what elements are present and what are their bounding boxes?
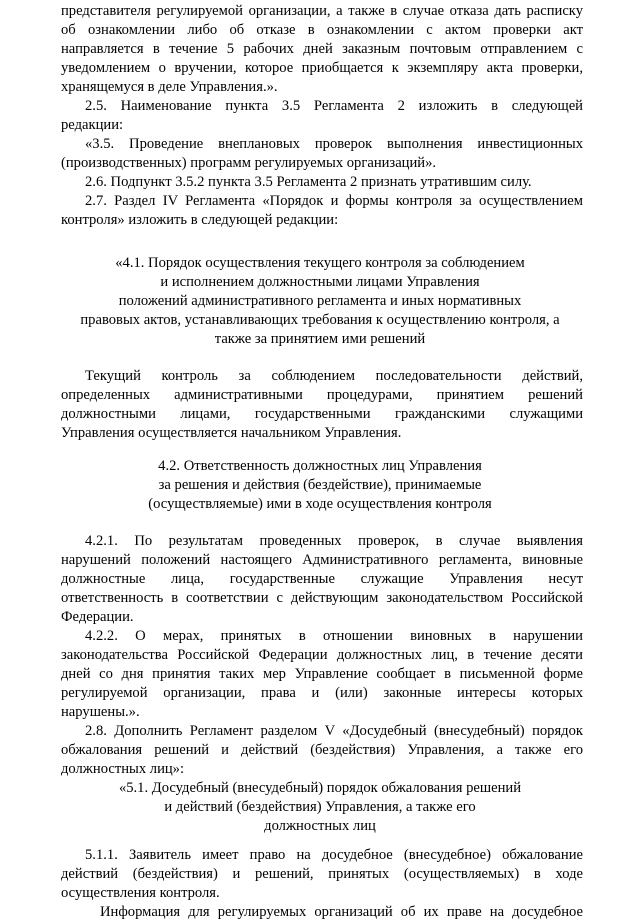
text-line: должностных лиц»: [61,761,185,777]
text-line: контроля» изложить в следующей редакции: [61,212,339,228]
text-line: представителя регулируемой организации, а также в случае отказа дать расписку [61,3,583,19]
text-line: нарушены.». [61,704,140,720]
text-line: должностные лица, государственные служащие Управления несут [61,571,583,587]
text-line: Информация для регулируемых организаций об их праве на досудебное [100,904,583,920]
text-line: редакции: [61,117,124,133]
text-line: 4.2.2. О мерах, принятых в отношении виновных в нарушении [85,628,583,644]
section-heading-line: и исполнением должностными лицами Управления [160,274,480,290]
text-line: направляется в течение 5 рабочих дней заказным почтовым отправлением с [61,41,583,57]
section-heading-line: «5.1. Досудебный (внесудебный) порядок обжалования решений [118,780,522,796]
section-heading-line: и действий (бездействия) Управления, а также его [164,799,476,815]
text-line: (производственных) программ регулируемых организаций». [61,155,437,171]
section-heading-line: за решения и действия (бездействие), принимаемые [158,477,482,493]
text-line: Федерации. [61,609,134,625]
section-heading-line: положений административного регламента и иных нормативных [118,293,522,309]
section-heading-line: должностных лиц [264,818,376,834]
text-line: дней со дня принятия таких мер Управление сообщает в письменной форме [61,666,583,682]
text-line: Управления осуществляется начальником Управления. [61,425,402,441]
section-heading-line: правовых актов, устанавливающих требования к осуществлению контроля, а [80,312,560,328]
text-line: 2.8. Дополнить Регламент разделом V «Досудебный (внесудебный) порядок [85,723,583,739]
text-line: Текущий контроль за соблюдением последовательности действий, [85,368,583,384]
section-heading-line: «4.1. Порядок осуществления текущего контроля за соблюдением [115,255,525,271]
text-line: 2.7. Раздел IV Регламента «Порядок и формы контроля за осуществлением [85,193,583,209]
text-line: должностными лицами, государственными гражданскими служащими [61,406,583,422]
text-line: регулируемой организации, права и (или) законные интересы которых [61,685,583,701]
text-line: хранящемуся в деле Управления.». [61,79,278,95]
section-heading-line: также за принятием ими решений [214,331,426,347]
text-line: законодательства Российской Федерации должностных лиц, в течение десяти [61,647,583,663]
text-line: осуществления контроля. [61,885,220,901]
text-line: «3.5. Проведение внеплановых проверок выполнения инвестиционных [85,136,583,152]
text-line: действий (бездействия) и решений, принятых (осуществляемых) в ходе [61,866,583,882]
text-line: определенных административными процедурами, принятием решений [61,387,583,403]
text-line: уведомлением о вручении, которое приобщается к экземпляру акта проверки, [61,60,583,76]
text-line: 2.5. Наименование пункта 3.5 Регламента 2 изложить в следующей [85,98,583,114]
text-line: нарушений положений настоящего Административного регламента, виновные [61,552,583,568]
text-line: обжалования решений и действий (бездействия) Управления, а также его [61,742,583,758]
text-line: об ознакомлении либо об отказе в ознакомлении с актом проверки акт [61,22,583,38]
section-heading-line: 4.2. Ответственность должностных лиц Управления [158,458,482,474]
text-line: ответственность в соответствии с действующим законодательством Российской [61,590,583,606]
text-line: 4.2.1. По результатам проведенных проверок, в случае выявления [85,533,583,549]
text-line: 2.6. Подпункт 3.5.2 пункта 3.5 Регламента 2 признать утратившим силу. [85,174,532,190]
text-line: 5.1.1. Заявитель имеет право на досудебное (внесудебное) обжалование [85,847,583,863]
section-heading-line: (осуществляемые) ими в ходе осуществления контроля [148,496,492,512]
